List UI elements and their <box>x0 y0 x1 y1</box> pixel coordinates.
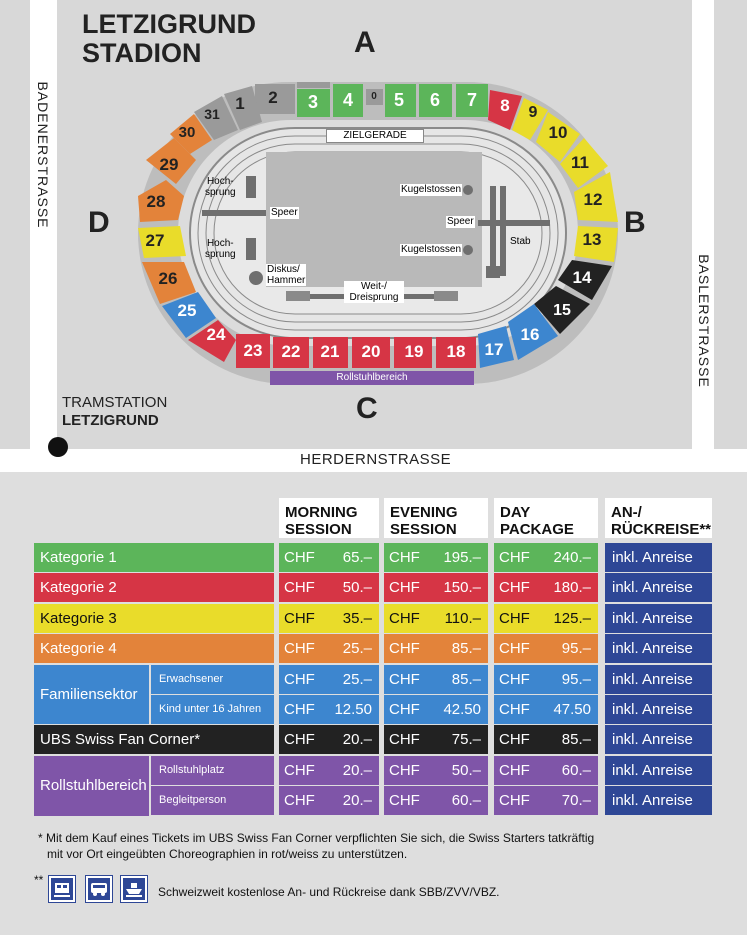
day-currency-3: CHF <box>499 640 530 658</box>
sector-number-15: 15 <box>553 302 571 320</box>
street-east: BASLERSTRASSE <box>696 254 712 388</box>
sector-number-25: 25 <box>177 300 197 320</box>
evening-currency-5: CHF <box>389 701 420 718</box>
label-stab: Stab <box>510 236 531 247</box>
stab-runway-1 <box>490 186 496 276</box>
travel-cell-6: inkl. Anreise <box>605 725 712 754</box>
evening-currency-7: CHF <box>389 761 420 779</box>
map-ground-west <box>0 0 30 449</box>
footnote-line2: mit vor Ort eingeübten Choreographien in rot/weiss zu unterstützen. <box>47 847 408 861</box>
evening-price-4: 85.– <box>451 670 481 688</box>
travel-cell-7: inkl. Anreise <box>605 756 712 785</box>
evening-currency-1: CHF <box>389 579 420 597</box>
day-price-0: 240.– <box>553 549 591 566</box>
day-currency-5: CHF <box>499 701 530 718</box>
evening-price-cell-2 <box>384 604 488 633</box>
morning-price-4: 25.– <box>342 670 372 688</box>
sector-number-27: 27 <box>145 230 165 250</box>
day-currency-8: CHF <box>499 792 530 810</box>
morning-currency-5: CHF <box>284 701 315 718</box>
evening-price-cell-4 <box>384 665 488 694</box>
travel-cell-5: inkl. Anreise <box>605 695 712 724</box>
subcategory-cell-7: Rollstuhlplatz <box>151 756 274 785</box>
evening-price-7: 50.– <box>451 761 481 779</box>
kugel-top-circle <box>463 185 473 195</box>
diskus-circle <box>249 271 263 285</box>
sector-number-7: 7 <box>466 90 477 111</box>
label-speer-right: Speer <box>447 216 474 227</box>
day-price-1: 180.– <box>553 579 591 597</box>
evening-currency-8: CHF <box>389 792 420 810</box>
kugel-bottom-circle <box>463 245 473 255</box>
morning-price-7: 20.– <box>342 761 372 779</box>
sector-number-18: 18 <box>446 341 466 361</box>
tram-station-dot <box>48 437 68 457</box>
sector-number-20: 20 <box>361 341 381 361</box>
header-travel: AN-/ RÜCKREISE** <box>605 498 712 538</box>
morning-price-cell-0 <box>279 543 379 572</box>
sector-2-top <box>297 82 330 88</box>
evening-price-cell-5 <box>384 695 488 724</box>
category-cell-7 <box>34 756 149 816</box>
day-price-4: 95.– <box>561 670 591 688</box>
footnote-travel: Schweizweit kostenlose An- und Rückreise dank SBB/ZVV/VBZ. <box>158 885 500 899</box>
travel-cell-3: inkl. Anreise <box>605 634 712 663</box>
sector-number-3: 3 <box>307 92 318 113</box>
morning-price-cell-4 <box>279 665 379 694</box>
tram-icon <box>49 876 75 902</box>
sector-number-13: 13 <box>582 229 602 249</box>
category-cell-3: Kategorie 4 <box>34 634 274 663</box>
evening-price-cell-3 <box>384 634 488 663</box>
evening-price-cell-8 <box>384 786 488 815</box>
travel-cell-4: inkl. Anreise <box>605 665 712 694</box>
sector-number-11: 11 <box>571 152 589 172</box>
tram-station-label <box>62 394 167 430</box>
evening-price-cell-7 <box>384 756 488 785</box>
evening-price-5: 42.50 <box>443 701 481 718</box>
morning-currency-1: CHF <box>284 579 315 597</box>
stab-runway-2 <box>500 186 506 276</box>
day-price-cell-4 <box>494 665 598 694</box>
day-price-cell-2 <box>494 604 598 633</box>
morning-currency-7: CHF <box>284 761 315 779</box>
sector-number-2: 2 <box>268 87 278 107</box>
subcategory-cell-5: Kind unter 16 Jahren <box>151 695 274 724</box>
morning-currency-2: CHF <box>284 609 315 627</box>
hochsprung-top-mark <box>246 176 256 198</box>
morning-currency-6: CHF <box>284 731 315 749</box>
category-cell-2: Kategorie 3 <box>34 604 274 633</box>
subcategory-cell-4: Erwachsener <box>151 665 274 694</box>
sector-number-28: 28 <box>146 191 166 211</box>
tram-label-line1: TRAMSTATION <box>62 394 168 411</box>
category-cell-0: Kategorie 1 <box>34 543 274 572</box>
evening-price-1: 150.– <box>443 579 481 597</box>
label-kugel-top: Kugelstossen <box>401 184 462 195</box>
morning-price-cell-6 <box>279 725 379 754</box>
morning-price-cell-8 <box>279 786 379 815</box>
sector-number-14: 14 <box>572 267 592 287</box>
day-currency-0: CHF <box>499 549 530 566</box>
street-south: HERDERNSTRASSE <box>300 451 452 468</box>
day-currency-1: CHF <box>499 579 530 597</box>
day-price-cell-5 <box>494 695 598 724</box>
tram-label-line2: LETZIGRUND <box>62 412 159 429</box>
morning-price-cell-5 <box>279 695 379 724</box>
stand-label-a: A <box>354 26 376 59</box>
morning-price-6: 20.– <box>342 731 372 749</box>
sector-number-5: 5 <box>393 90 404 111</box>
stand-label-b: B <box>624 206 646 239</box>
day-currency-4: CHF <box>499 670 530 688</box>
day-price-cell-6 <box>494 725 598 754</box>
label-speer-left: Speer <box>271 207 298 218</box>
stadium-title-line1: LETZIGRUND <box>82 9 256 39</box>
map-ground-east <box>714 0 747 449</box>
travel-cell-8: inkl. Anreise <box>605 786 712 815</box>
evening-price-0: 195.– <box>443 549 481 566</box>
day-price-cell-7 <box>494 756 598 785</box>
footnote-fancorner <box>38 830 594 862</box>
sector-number-26: 26 <box>158 268 178 288</box>
sector-number-10: 10 <box>548 122 568 142</box>
stadium-title-line2: STADION <box>82 38 202 68</box>
category-label-4: Familiensektor <box>40 685 138 703</box>
header-morning: MORNING SESSION <box>279 498 379 538</box>
category-cell-4 <box>34 665 149 725</box>
label-hochsprung-bottom: Hoch- sprung <box>205 238 236 260</box>
footnote-line1: * Mit dem Kauf eines Tickets im UBS Swiss Fan Corner verpflichten Sie sich, die Swiss Starters tatkräftig <box>38 831 595 845</box>
morning-currency-4: CHF <box>284 670 315 688</box>
day-price-cell-0 <box>494 543 598 572</box>
sector-number-6: 6 <box>429 90 440 111</box>
day-price-cell-3 <box>494 634 598 663</box>
evening-price-6: 75.– <box>451 731 481 749</box>
hochsprung-bottom-mark <box>246 238 256 260</box>
sector-number-29: 29 <box>159 154 179 174</box>
bus-icon <box>86 876 112 902</box>
morning-price-3: 25.– <box>342 640 372 658</box>
morning-currency-0: CHF <box>284 549 315 566</box>
evening-currency-4: CHF <box>389 670 420 688</box>
morning-price-0: 65.– <box>342 549 372 566</box>
travel-cell-2: inkl. Anreise <box>605 604 712 633</box>
evening-currency-6: CHF <box>389 731 420 749</box>
evening-currency-0: CHF <box>389 549 420 566</box>
sector-number-21: 21 <box>320 341 340 361</box>
label-weit: Weit-/ Dreisprung <box>344 281 404 303</box>
sector-number-31: 31 <box>204 105 220 122</box>
day-price-cell-1 <box>494 573 598 602</box>
sector-number-23: 23 <box>243 340 263 360</box>
stand-label-c: C <box>356 392 378 425</box>
evening-price-8: 60.– <box>451 792 481 810</box>
street-west: BADENERSTRASSE <box>35 81 51 229</box>
category-cell-1: Kategorie 2 <box>34 573 274 602</box>
day-price-7: 60.– <box>561 761 591 779</box>
header-day: DAY PACKAGE <box>494 498 598 538</box>
stadium-title <box>82 10 256 68</box>
morning-price-cell-1 <box>279 573 379 602</box>
label-hochsprung-top: Hoch- sprung <box>205 176 236 198</box>
sector-number-8: 8 <box>500 95 510 115</box>
label-rollstuhl: Rollstuhlbereich <box>336 372 408 383</box>
morning-price-cell-3 <box>279 634 379 663</box>
sector-number-12: 12 <box>583 189 603 209</box>
morning-price-5: 12.50 <box>334 701 372 718</box>
sector-number-24: 24 <box>206 324 226 344</box>
label-kugel-bottom: Kugelstossen <box>401 244 462 255</box>
morning-price-cell-7 <box>279 756 379 785</box>
sector-number-9: 9 <box>528 104 538 122</box>
label-diskus: Diskus/ Hammer <box>267 264 306 286</box>
morning-price-cell-2 <box>279 604 379 633</box>
morning-price-2: 35.– <box>342 609 372 627</box>
day-price-3: 95.– <box>561 640 591 658</box>
evening-price-cell-6 <box>384 725 488 754</box>
sector-number-17: 17 <box>484 339 504 359</box>
subcategory-cell-8: Begleitperson <box>151 786 274 815</box>
day-currency-6: CHF <box>499 731 530 749</box>
sector-number-22: 22 <box>281 341 301 361</box>
day-price-8: 70.– <box>561 792 591 810</box>
evening-price-cell-0 <box>384 543 488 572</box>
evening-price-2: 110.– <box>444 609 481 627</box>
evening-price-cell-1 <box>384 573 488 602</box>
morning-currency-3: CHF <box>284 640 315 658</box>
day-price-cell-8 <box>494 786 598 815</box>
travel-cell-0: inkl. Anreise <box>605 543 712 572</box>
evening-price-3: 85.– <box>451 640 481 658</box>
category-label-7: Rollstuhlbereich <box>40 776 147 794</box>
evening-currency-3: CHF <box>389 640 420 658</box>
day-currency-2: CHF <box>499 609 530 627</box>
category-cell-6: UBS Swiss Fan Corner* <box>34 725 274 754</box>
sector-number-16: 16 <box>520 324 540 344</box>
speer-right-runway <box>478 220 550 226</box>
day-currency-7: CHF <box>499 761 530 779</box>
stand-label-d: D <box>88 206 110 239</box>
day-price-6: 85.– <box>561 731 591 749</box>
morning-currency-8: CHF <box>284 792 315 810</box>
morning-price-1: 50.– <box>342 579 372 597</box>
speer-left-runway <box>202 210 266 216</box>
sector-number-19: 19 <box>404 341 424 361</box>
evening-currency-2: CHF <box>389 609 420 627</box>
footnote-marker: ** <box>34 873 44 887</box>
travel-cell-1: inkl. Anreise <box>605 573 712 602</box>
sector-number-30: 30 <box>178 124 196 141</box>
sector-number-1: 1 <box>235 93 245 113</box>
morning-price-8: 20.– <box>342 792 372 810</box>
day-price-5: 47.50 <box>553 701 591 718</box>
sector-number-0: 0 <box>371 91 377 102</box>
label-zielgerade: ZIELGERADE <box>326 129 424 143</box>
header-evening: EVENING SESSION <box>384 498 488 538</box>
ship-icon <box>121 876 147 902</box>
sector-number-4: 4 <box>342 90 353 111</box>
day-price-2: 125.– <box>553 609 591 627</box>
